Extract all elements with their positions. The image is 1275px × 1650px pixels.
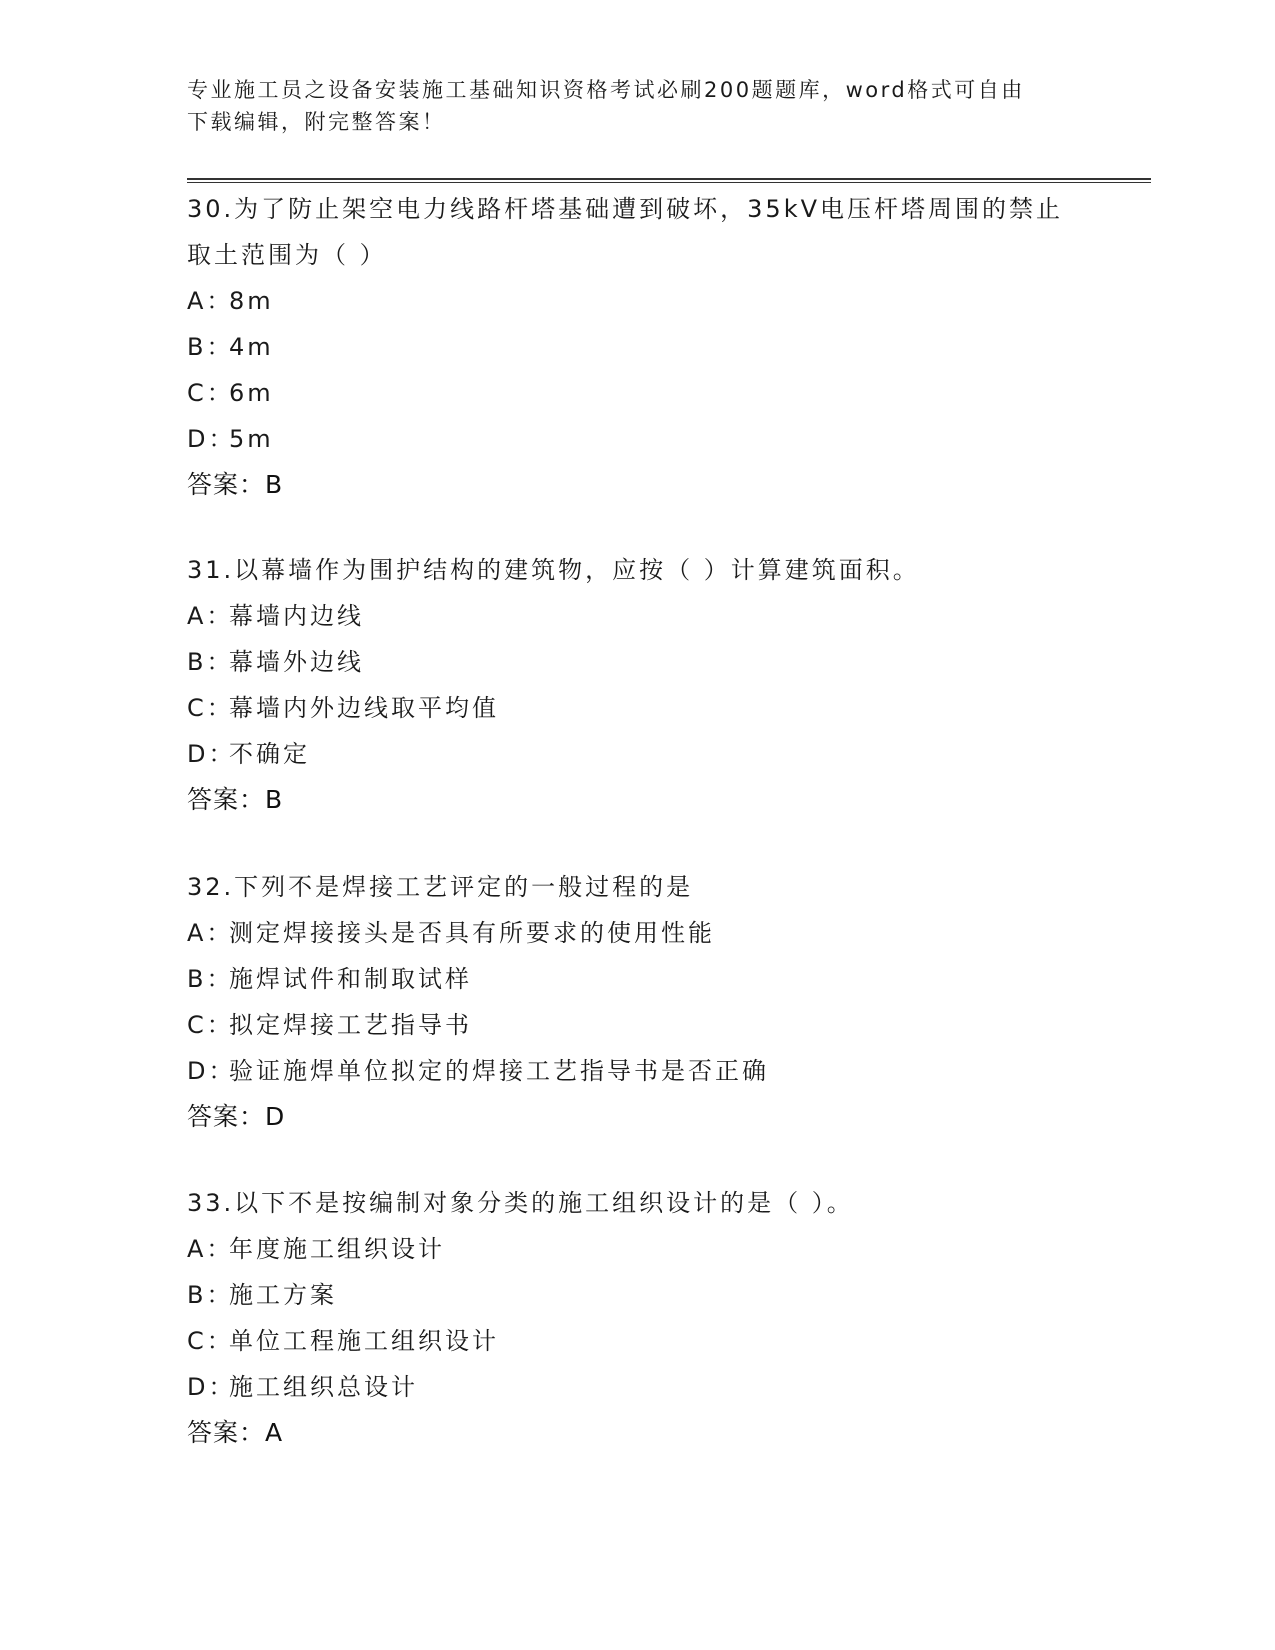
option-text: 施焊试件和制取试样: [229, 965, 472, 993]
header-divider-thick: [187, 178, 1151, 180]
header-divider-thin: [187, 182, 1151, 183]
option-text: 5m: [229, 425, 274, 453]
option-a: [187, 278, 1087, 324]
option-text: 4m: [229, 333, 274, 361]
answer: 答案：D: [187, 1102, 286, 1131]
option-text: 8m: [229, 287, 274, 315]
option-b: [187, 956, 1087, 1002]
option-key: C：: [187, 694, 234, 722]
answer: 答案：B: [187, 470, 284, 499]
header-line-2: 下载编辑，附完整答案！: [187, 110, 446, 134]
option-d: [187, 731, 1087, 777]
option-key: A：: [187, 602, 234, 630]
option-text: 验证施焊单位拟定的焊接工艺指导书是否正确: [229, 1057, 769, 1085]
option-key: C：: [187, 379, 234, 407]
option-d: [187, 416, 1087, 462]
option-key: D：: [187, 740, 236, 768]
option-text: 不确定: [229, 740, 310, 768]
option-key: B：: [187, 1281, 234, 1309]
option-text: 幕墙内外边线取平均值: [229, 694, 499, 722]
option-c: [187, 370, 1087, 416]
option-key: C：: [187, 1011, 234, 1039]
option-key: D：: [187, 425, 236, 453]
option-d: [187, 1364, 1087, 1410]
option-key: A：: [187, 287, 234, 315]
option-key: B：: [187, 965, 234, 993]
question-text: 33.以下不是按编制对象分类的施工组织设计的是（ ）。: [187, 1189, 854, 1217]
option-text: 单位工程施工组织设计: [229, 1327, 499, 1355]
option-b: [187, 1272, 1087, 1318]
document-header: [187, 74, 1067, 138]
question-33: [187, 1180, 1087, 1456]
option-text: 幕墙外边线: [229, 648, 364, 676]
option-d: [187, 1048, 1087, 1094]
option-text: 测定焊接接头是否具有所要求的使用性能: [229, 919, 715, 947]
question-text: 30.为了防止架空电力线路杆塔基础遭到破坏，35kV电压杆塔周围的禁止取土范围为（ ）: [187, 195, 1064, 269]
question-31: [187, 547, 1087, 823]
option-key: B：: [187, 648, 234, 676]
option-a: [187, 593, 1087, 639]
option-key: C：: [187, 1327, 234, 1355]
option-text: 6m: [229, 379, 274, 407]
option-key: A：: [187, 1235, 234, 1263]
option-b: [187, 324, 1087, 370]
option-c: [187, 685, 1087, 731]
option-text: 施工组织总设计: [229, 1373, 418, 1401]
question-text: 32.下列不是焊接工艺评定的一般过程的是: [187, 873, 694, 901]
answer: 答案：B: [187, 785, 284, 814]
option-b: [187, 639, 1087, 685]
option-text: 拟定焊接工艺指导书: [229, 1011, 472, 1039]
header-line-1: 专业施工员之设备安装施工基础知识资格考试必刷200题题库，word格式可自由: [187, 78, 1025, 102]
option-a: [187, 1226, 1087, 1272]
option-text: 幕墙内边线: [229, 602, 364, 630]
option-key: D：: [187, 1057, 236, 1085]
option-a: [187, 910, 1087, 956]
option-c: [187, 1002, 1087, 1048]
option-key: A：: [187, 919, 234, 947]
question-32: [187, 864, 1087, 1140]
question-30: [187, 186, 1087, 508]
option-c: [187, 1318, 1087, 1364]
option-key: D：: [187, 1373, 236, 1401]
answer: 答案：A: [187, 1418, 284, 1447]
option-key: B：: [187, 333, 234, 361]
option-text: 年度施工组织设计: [229, 1235, 445, 1263]
option-text: 施工方案: [229, 1281, 337, 1309]
question-text: 31.以幕墙作为围护结构的建筑物，应按（ ）计算建筑面积。: [187, 556, 920, 584]
